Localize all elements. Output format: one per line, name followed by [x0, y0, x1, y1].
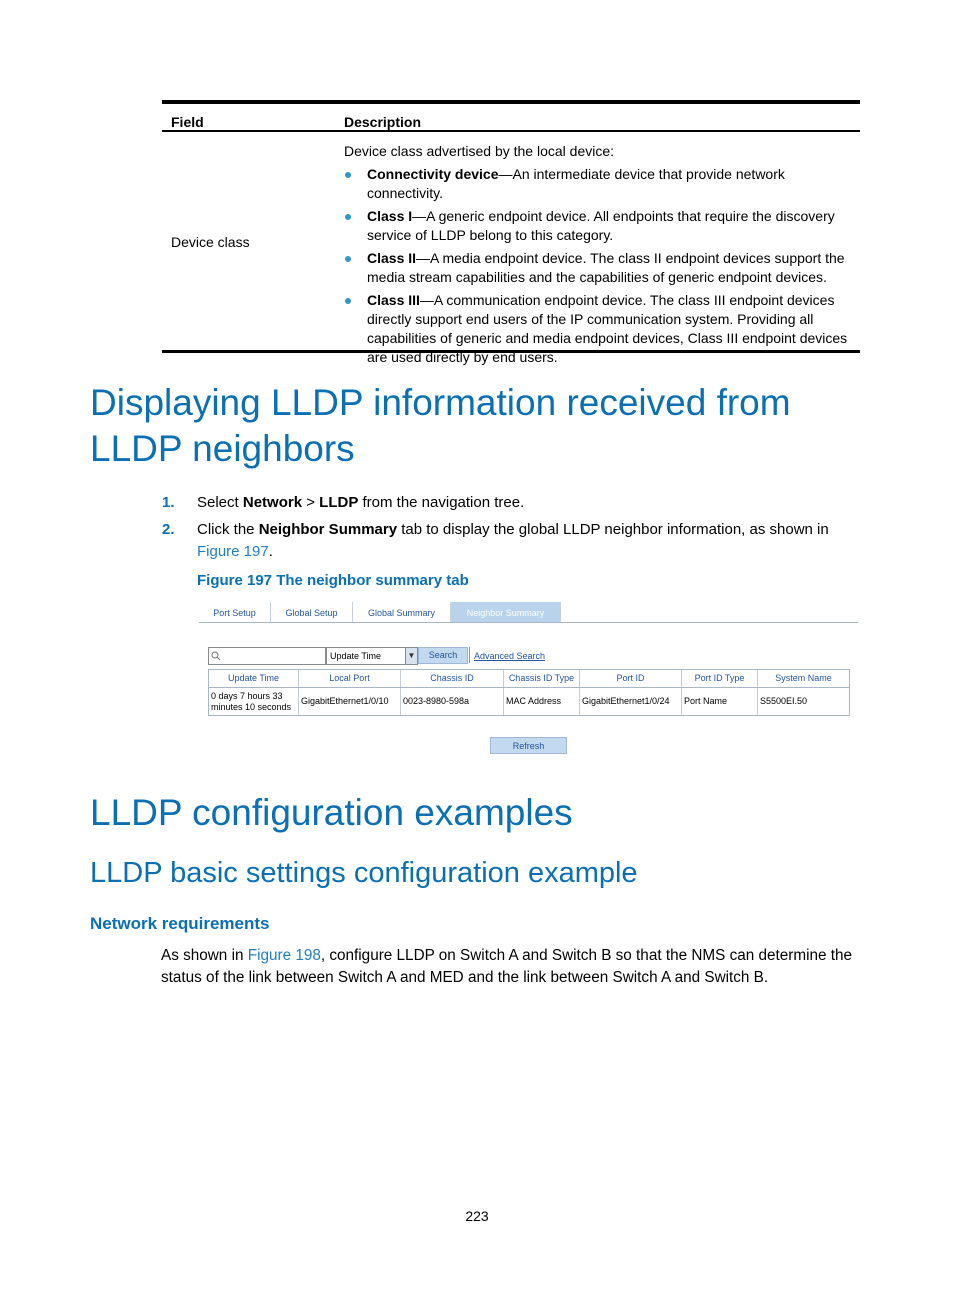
column-header[interactable]: Update Time: [209, 670, 299, 687]
cell-chassis-id-type: MAC Address: [504, 688, 580, 715]
list-item: [344, 249, 856, 287]
advanced-search-link[interactable]: Advanced Search: [474, 651, 546, 661]
item-text: —An intermediate device that provide network connectivity.: [367, 166, 785, 201]
item-term: Class II: [367, 250, 417, 266]
cell-system-name: S5500EI.50: [760, 696, 808, 706]
item-term: Connectivity device: [367, 166, 499, 182]
field-description-table: [162, 100, 860, 365]
description-cell: [344, 142, 856, 371]
step-1: [162, 492, 852, 514]
bullet-icon: [345, 256, 351, 262]
item-text: —A generic endpoint device. All endpoints that require the discovery service of LLDP belong to this category.: [367, 208, 835, 243]
field-name: Device class: [171, 234, 250, 250]
figure-link[interactable]: Figure 198: [247, 947, 321, 964]
tab-global-summary[interactable]: Global Summary: [353, 602, 451, 622]
cell-port-id-type: Port Name: [682, 688, 758, 715]
subsection-heading: LLDP basic settings configuration example: [90, 857, 638, 889]
step-number: 1.: [162, 494, 175, 511]
tab-bar: [199, 602, 858, 623]
column-header[interactable]: Chassis ID: [401, 670, 504, 687]
column-header[interactable]: System Name: [775, 673, 832, 683]
step-2: [162, 519, 852, 563]
divider: [469, 647, 470, 663]
column-header[interactable]: Local Port: [299, 670, 401, 687]
bullet-icon: [345, 172, 351, 178]
column-header[interactable]: Port ID Type: [682, 670, 758, 687]
list-item: [344, 291, 856, 367]
table-header: [162, 104, 860, 132]
subsubsection-heading: Network requirements: [90, 914, 270, 933]
field-select[interactable]: [326, 647, 418, 665]
tab-global-setup[interactable]: Global Setup: [271, 602, 353, 622]
table-header-row: [209, 670, 849, 688]
search-input[interactable]: [208, 647, 326, 665]
item-term: Class III: [367, 292, 420, 308]
cell-chassis-id: 0023-8980-598a: [401, 688, 504, 715]
bullet-list: [344, 165, 856, 367]
select-value: Update Time: [330, 651, 382, 661]
body-paragraph: As shown in Figure 198, configure LLDP on Switch A and Switch B so that the NMS can determine the status of the link between Switch A and MED and the link between Switch A and Switch B.: [161, 947, 853, 986]
table-row: [162, 132, 860, 365]
tab-port-setup[interactable]: Port Setup: [199, 602, 271, 622]
refresh-button[interactable]: Refresh: [490, 737, 567, 754]
section-heading: Displaying LLDP information received from LLDP neighbors: [90, 382, 791, 469]
column-header[interactable]: Port ID: [580, 670, 682, 687]
search-button[interactable]: Search: [418, 647, 468, 664]
page-number: 223: [465, 1208, 489, 1224]
figure-caption: Figure 197 The neighbor summary tab: [197, 572, 469, 589]
item-text: —A media endpoint device. The class II endpoint devices support the media stream capabilities and the capabilities of generic endpoint devices.: [367, 250, 845, 285]
search-icon: [211, 651, 221, 661]
step-text: Select Network > LLDP from the navigation tree.: [197, 494, 525, 511]
list-item: [344, 165, 856, 203]
step-text: Click the Neighbor Summary tab to display the global LLDP neighbor information, as shown in Figure 197.: [197, 521, 829, 560]
cell-local-port: GigabitEthernet1/0/10: [299, 688, 401, 715]
section-heading: LLDP configuration examples: [90, 792, 573, 833]
header-field: Field: [171, 114, 204, 130]
step-number: 2.: [162, 521, 175, 538]
item-text: —A communication endpoint device. The class III endpoint devices directly support end users of the IP communication system. Providing all capabilities of generic and media endpoint devices, Class III endpoint devices are used directly by end users.: [367, 292, 848, 365]
table-row[interactable]: [209, 688, 849, 715]
chevron-down-icon: ▼: [405, 648, 417, 664]
column-header[interactable]: Chassis ID Type: [504, 670, 580, 687]
item-term: Class I: [367, 208, 413, 224]
description-intro: Device class advertised by the local device:: [344, 143, 615, 159]
cell-port-id: GigabitEthernet1/0/24: [580, 688, 682, 715]
tab-neighbor-summary[interactable]: Neighbor Summary: [451, 602, 561, 622]
bullet-icon: [345, 214, 351, 220]
cell-update-time: 0 days 7 hours 33 minutes 10 seconds: [209, 688, 299, 715]
neighbor-table: [208, 669, 850, 716]
header-description: Description: [344, 114, 422, 130]
list-item: [344, 207, 856, 245]
figure-link[interactable]: Figure 197: [197, 543, 269, 560]
bullet-icon: [345, 298, 351, 304]
